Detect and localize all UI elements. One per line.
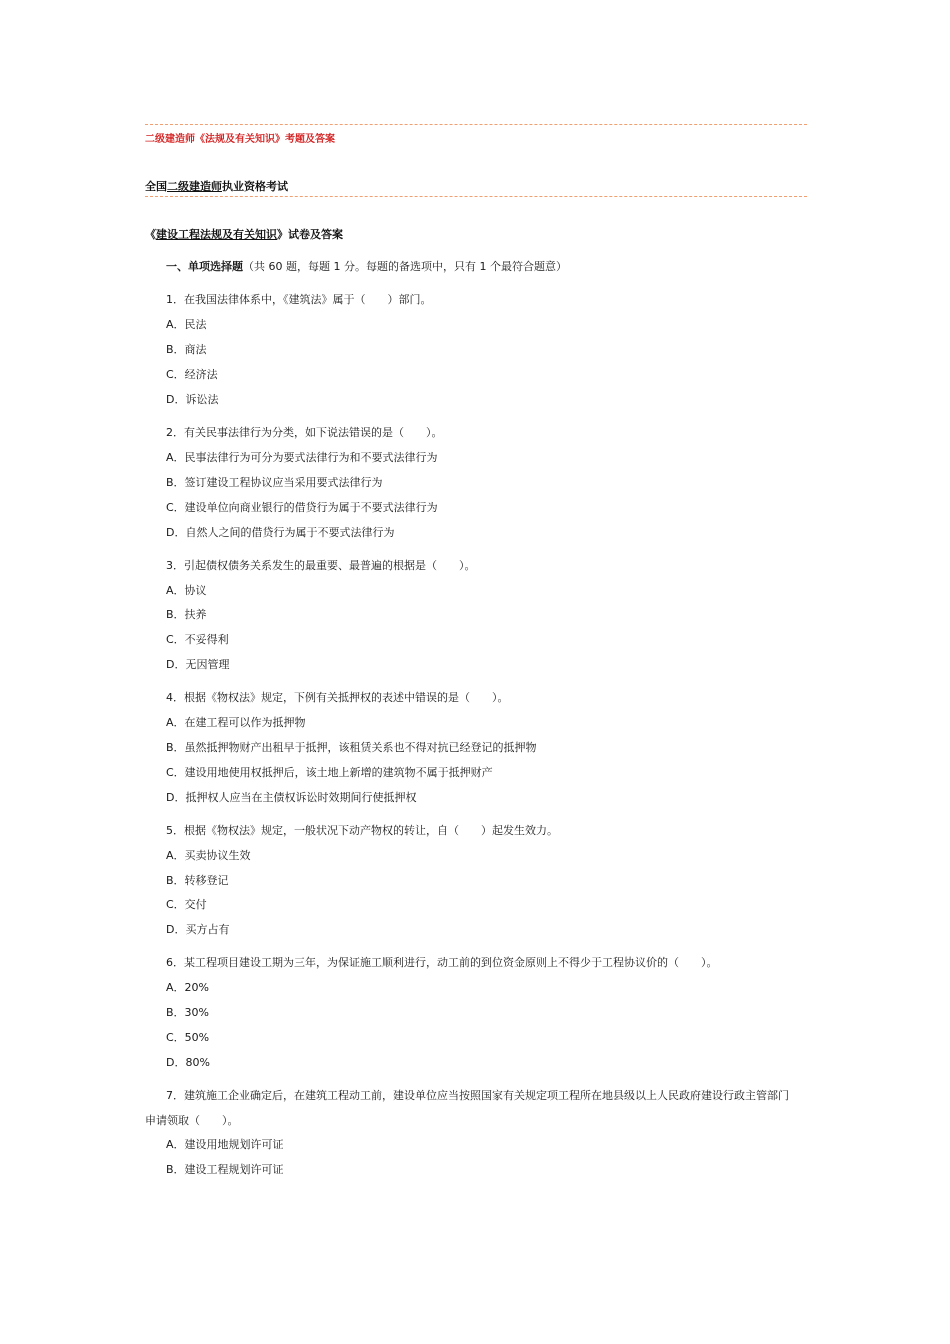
- question-option: B．建设工程规划许可证: [166, 1163, 284, 1176]
- question-option: D．80%: [166, 1056, 210, 1069]
- exam-short-title: 二级建造师《法规及有关知识》考题及答案: [145, 134, 335, 145]
- question-option: C．不妥得利: [166, 633, 229, 646]
- question-stem: 4．根据《物权法》规定，下例有关抵押权的表述中错误的是（ ）。: [166, 691, 509, 704]
- question-option: A．在建工程可以作为抵押物: [166, 716, 306, 729]
- exam-title-link[interactable]: 二级建造师: [167, 180, 222, 193]
- question-option: C．50%: [166, 1031, 210, 1044]
- question-option: D．买方占有: [166, 923, 230, 936]
- section-heading: 一、单项选择题（共 60 题，每题 1 分。每题的备选项中，只有 1 个最符合题意）: [166, 260, 567, 273]
- question-option: B．转移登记: [166, 874, 229, 887]
- question-stem: 2．有关民事法律行为分类，如下说法错误的是（ ）。: [166, 426, 443, 439]
- question-option: B．虽然抵押物财产出租早于抵押，该租赁关系也不得对抗已经登记的抵押物: [166, 741, 537, 754]
- question-stem: 1．在我国法律体系中，《建筑法》属于（ ）部门。: [166, 293, 432, 306]
- question-option: A．民法: [166, 318, 207, 331]
- question-option: C．交付: [166, 898, 207, 911]
- dashed-divider: [145, 196, 807, 197]
- question-option: A．20%: [166, 981, 209, 994]
- question-stem-continued: 申请领取（ ）。: [145, 1114, 239, 1127]
- question-stem: 7．建筑施工企业确定后，在建筑工程动工前，建设单位应当按照国家有关规定项工程所在地县级以上人民政府建设行政主管部门: [166, 1089, 789, 1102]
- paper-title-link[interactable]: 建设工程法规及有关知识: [156, 228, 277, 241]
- paper-title: 《建设工程法规及有关知识》试卷及答案: [145, 228, 343, 241]
- question-option: A．民事法律行为可分为要式法律行为和不要式法律行为: [166, 451, 438, 464]
- question-stem: 6．某工程项目建设工期为三年，为保证施工顺利进行，动工前的到位资金原则上不得少于工程协议价的（ ）。: [166, 956, 718, 969]
- question-option: D．无因管理: [166, 658, 230, 671]
- question-option: C．经济法: [166, 368, 218, 381]
- question-option: A．建设用地规划许可证: [166, 1138, 284, 1151]
- exam-full-title: 全国二级建造师执业资格考试: [145, 180, 288, 193]
- question-option: B．扶养: [166, 608, 207, 621]
- dashed-divider: [145, 124, 807, 125]
- question-option: B．30%: [166, 1006, 209, 1019]
- question-option: B．签订建设工程协议应当采用要式法律行为: [166, 476, 383, 489]
- question-option: A．协议: [166, 584, 207, 597]
- question-option: C．建设单位向商业银行的借贷行为属于不要式法律行为: [166, 501, 438, 514]
- question-option: D．自然人之间的借贷行为属于不要式法律行为: [166, 526, 395, 539]
- question-option: B．商法: [166, 343, 207, 356]
- question-stem: 3．引起债权债务关系发生的最重要、最普遍的根据是（ ）。: [166, 559, 476, 572]
- question-option: D．抵押权人应当在主债权诉讼时效期间行使抵押权: [166, 791, 417, 804]
- question-option: D．诉讼法: [166, 393, 219, 406]
- question-stem: 5．根据《物权法》规定，一般状况下动产物权的转让，自（ ）起发生效力。: [166, 824, 558, 837]
- question-option: A．买卖协议生效: [166, 849, 251, 862]
- question-option: C．建设用地使用权抵押后，该土地上新增的建筑物不属于抵押财产: [166, 766, 493, 779]
